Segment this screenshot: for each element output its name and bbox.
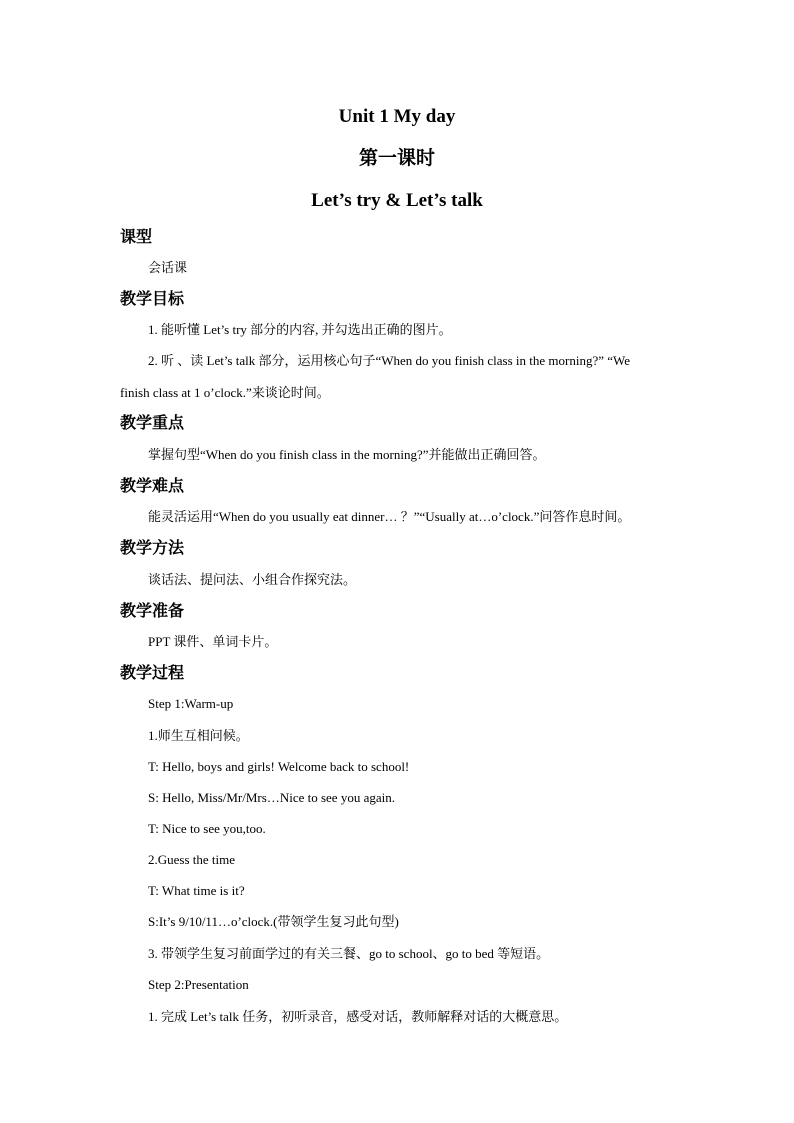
process-line-1: Step 1:Warm-up: [148, 696, 234, 711]
difficulty-line: 能灵活运用“When do you usually eat dinner… ？”“Usually at…o’clock.”问答作息时间。: [148, 509, 631, 524]
unit-title: Unit 1 My day: [338, 106, 456, 127]
process-line-3: T: Hello, boys and girls! Welcome back to school!: [148, 759, 410, 774]
process-line-6: 2.Guess the time: [148, 852, 236, 867]
section-heading-key: 教学重点: [120, 415, 185, 432]
type-line: 会话课: [148, 260, 188, 275]
process-line-5: T: Nice to see you,too.: [148, 821, 266, 836]
prep-line: PPT 课件、单词卡片。: [148, 634, 278, 649]
section-heading-process: 教学过程: [120, 665, 185, 682]
process-line-4: S: Hello, Miss/Mr/Mrs…Nice to see you again.: [148, 790, 395, 805]
lesson-subtitle: Let’s try & Let’s talk: [311, 190, 483, 211]
section-heading-type: 课型: [120, 229, 153, 246]
process-line-9: 3. 带领学生复习前面学过的有关三餐、go to school、go to bed 等短语。: [148, 946, 550, 961]
methods-line: 谈话法、提问法、小组合作探究法。: [148, 572, 357, 587]
goals-line-3: finish class at 1 o’clock.”来谈论时间。: [120, 385, 330, 400]
key-line: 掌握句型“When do you finish class in the morning?”并能做出正确回答。: [148, 447, 546, 462]
process-line-8: S:It’s 9/10/11…o’clock.(带领学生复习此句型): [148, 914, 399, 929]
goals-line-1: 1. 能听懂 Let’s try 部分的内容, 并勾选出正确的图片。: [148, 322, 452, 337]
process-line-11: 1. 完成 Let’s talk 任务，初听录音，感受对话，教师解释对话的大概意思。: [148, 1009, 568, 1024]
process-line-10: Step 2:Presentation: [148, 977, 249, 992]
lesson-title: 第一课时: [358, 148, 435, 169]
section-heading-goals: 教学目标: [120, 291, 185, 308]
process-line-2: 1.师生互相问候。: [148, 728, 249, 743]
section-heading-difficulty: 教学难点: [120, 478, 185, 495]
goals-line-2: 2. 听 、读 Let’s talk 部分，运用核心句子“When do you finish class in the morning?” “We: [148, 353, 631, 368]
section-heading-prep: 教学准备: [120, 603, 185, 620]
section-heading-methods: 教学方法: [120, 540, 185, 557]
process-line-7: T: What time is it?: [148, 883, 245, 898]
